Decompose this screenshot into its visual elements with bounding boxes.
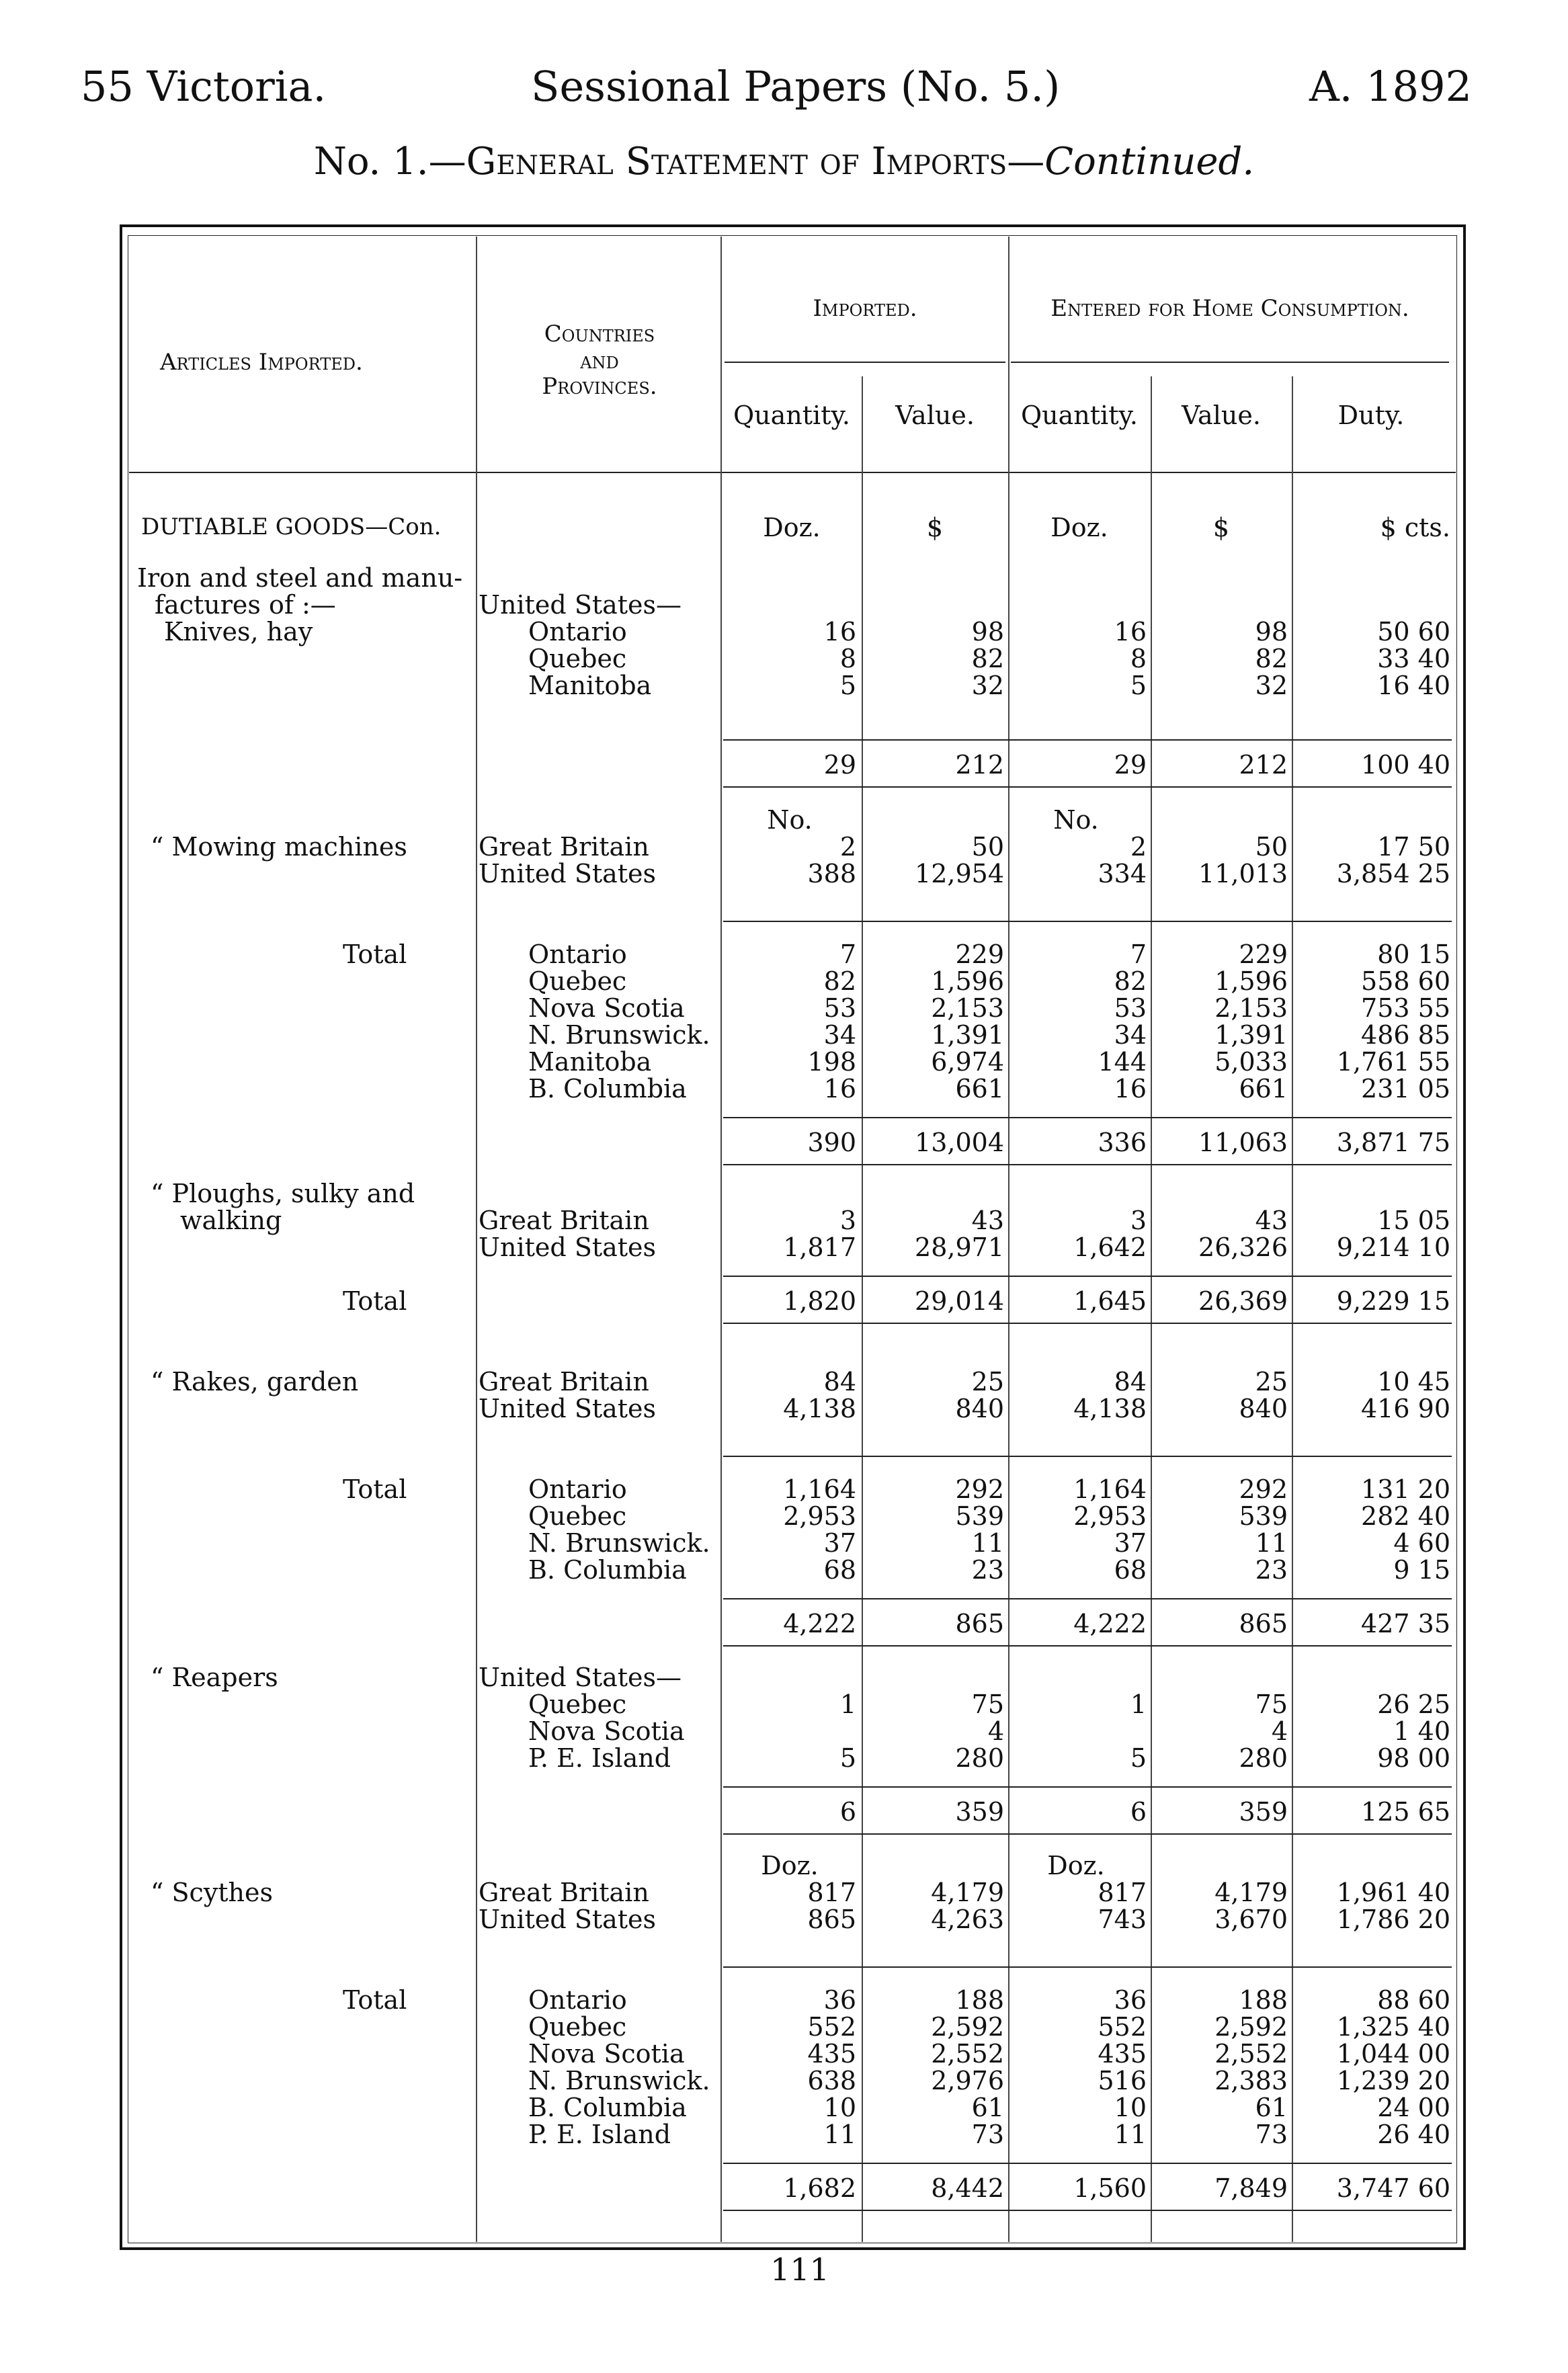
- s6-total-row-5-country: B. Columbia: [528, 2093, 687, 2122]
- s1-row-3-duty: 16 40: [1377, 671, 1450, 700]
- s4-total-row-3-quantity-entered: 37: [1114, 1528, 1147, 1558]
- section-dutiable-goods: DUTIABLE GOODS—Con.: [141, 513, 442, 540]
- s1-row-2-quantity: 8: [839, 644, 856, 673]
- s3-row-1-quantity: 3: [839, 1206, 856, 1235]
- s3-total-label: Total: [343, 1286, 407, 1316]
- s2-total-row-2-value-entered: 1,596: [1214, 966, 1288, 996]
- s2-total-row-1-duty: 80 15: [1377, 940, 1450, 969]
- s5-row-3-quantity-entered: 5: [1130, 1743, 1147, 1773]
- s1-total-quantity: 29: [823, 750, 856, 780]
- s1-row-2-duty: 33 40: [1377, 644, 1450, 673]
- s3-rule-below-total: [723, 1323, 1452, 1324]
- header-quantity-imported: Quantity.: [733, 401, 850, 430]
- s2-total-row-6-quantity: 16: [823, 1074, 856, 1104]
- s1-article-line-2: factures of :—: [155, 590, 336, 620]
- s6-total-row-3-quantity-entered: 435: [1098, 2039, 1147, 2069]
- s2-total-value-entered: 11,063: [1198, 1128, 1288, 1157]
- s4-total-row-3-value-entered: 11: [1255, 1528, 1288, 1558]
- s6-total-row-2-duty: 1,325 40: [1336, 2012, 1450, 2042]
- s2-total-row-6-duty: 231 05: [1361, 1074, 1450, 1104]
- s2-total-row-3-quantity: 53: [823, 993, 856, 1023]
- s4-total-row-2-value: 539: [955, 1501, 1004, 1531]
- rule-duty-left: [1292, 376, 1293, 2242]
- page-number: 111: [770, 2251, 829, 2288]
- s4-total-row-3-quantity: 37: [823, 1528, 856, 1558]
- s6-total-row-2-value: 2,592: [931, 2012, 1004, 2042]
- s3-article-line-1: “ Ploughs, sulky and: [151, 1179, 415, 1208]
- s6-rule-above-total: [723, 2163, 1452, 2164]
- s6-article-line-1: “ Scythes: [151, 1878, 274, 1907]
- s3-row-2-value-entered: 26,326: [1198, 1233, 1288, 1262]
- s6-total-row-1-quantity: 36: [823, 1985, 856, 2015]
- s5-rule-below-total: [723, 1833, 1452, 1835]
- s3-total-quantity-entered: 1,645: [1073, 1286, 1147, 1316]
- s2-article-line-1: “ Mowing machines: [151, 832, 407, 862]
- s6-total-value: 8,442: [931, 2173, 1004, 2203]
- s2-total-row-3-value: 2,153: [931, 993, 1004, 1023]
- s5-total-quantity: 6: [839, 1797, 856, 1827]
- s2-row-1-value-entered: 50: [1255, 832, 1288, 862]
- s1-row-1-country: Ontario: [528, 617, 627, 647]
- s2-total-row-6-country: B. Columbia: [528, 1074, 687, 1104]
- s6-total-duty: 3,747 60: [1336, 2173, 1450, 2203]
- s2-total-row-4-country: N. Brunswick.: [528, 1020, 710, 1050]
- s4-total-row-1-country: Ontario: [528, 1474, 627, 1504]
- s4-total-row-4-quantity-entered: 68: [1114, 1555, 1147, 1585]
- s4-article-line-1: “ Rakes, garden: [151, 1367, 359, 1397]
- s6-total-row-6-country: P. E. Island: [528, 2120, 671, 2149]
- unit-quantity-imported: Doz.: [763, 513, 821, 542]
- s6-total-row-2-value-entered: 2,592: [1214, 2012, 1288, 2042]
- s1-article-line-1: Iron and steel and manu-: [137, 563, 463, 593]
- s2-row-1-quantity-entered: 2: [1130, 832, 1147, 862]
- s3-row-2-duty: 9,214 10: [1336, 1233, 1450, 1262]
- s6-total-row-2-country: Quebec: [528, 2012, 627, 2042]
- s5-row-1-value-entered: 75: [1255, 1690, 1288, 1719]
- s2-total-row-6-value-entered: 661: [1239, 1074, 1288, 1104]
- s6-unit-label-imported: Doz.: [761, 1851, 819, 1880]
- s2-total-quantity: 390: [807, 1128, 856, 1157]
- s4-row-1-quantity-entered: 84: [1114, 1367, 1147, 1397]
- s1-country-header: United States—: [479, 590, 682, 620]
- s2-row-2-quantity-entered: 334: [1098, 859, 1147, 888]
- header-entered-home-consumption: Entered for Home Consumption.: [1050, 295, 1409, 322]
- s4-total-duty: 427 35: [1361, 1609, 1450, 1638]
- s4-row-2-duty: 416 90: [1361, 1394, 1450, 1423]
- s2-row-2-quantity: 388: [807, 859, 856, 888]
- s6-total-row-5-quantity: 10: [823, 2093, 856, 2122]
- s1-row-2-quantity-entered: 8: [1130, 644, 1147, 673]
- s6-total-row-6-quantity-entered: 11: [1114, 2120, 1147, 2149]
- s4-row-1-value-entered: 25: [1255, 1367, 1288, 1397]
- s1-row-3-value: 32: [971, 671, 1004, 700]
- s4-total-row-3-value: 11: [971, 1528, 1004, 1558]
- s2-total-label: Total: [343, 940, 407, 969]
- running-header-right: A. 1892: [1309, 62, 1472, 111]
- running-header-left: 55 Victoria.: [81, 62, 327, 111]
- s4-row-2-quantity: 4,138: [783, 1394, 856, 1423]
- s3-total-value: 29,014: [915, 1286, 1004, 1316]
- header-value-imported: Value.: [895, 401, 975, 430]
- s3-row-2-quantity-entered: 1,642: [1073, 1233, 1147, 1262]
- s1-row-1-value: 98: [971, 617, 1004, 647]
- s2-unit-label-entered: No.: [1053, 805, 1099, 835]
- s2-total-row-5-value: 6,974: [931, 1047, 1004, 1077]
- s5-row-1-quantity: 1: [839, 1690, 856, 1719]
- s2-total-row-2-quantity-entered: 82: [1114, 966, 1147, 996]
- s6-unit-label-entered: Doz.: [1047, 1851, 1105, 1880]
- s6-total-row-3-country: Nova Scotia: [528, 2039, 685, 2069]
- header-divider-imported: [725, 362, 1005, 363]
- s6-total-row-3-quantity: 435: [807, 2039, 856, 2069]
- s1-row-3-value-entered: 32: [1255, 671, 1288, 700]
- s2-total-row-3-value-entered: 2,153: [1214, 993, 1288, 1023]
- s6-total-row-5-value-entered: 61: [1255, 2093, 1288, 2122]
- s6-total-quantity: 1,682: [783, 2173, 856, 2203]
- s4-total-value-entered: 865: [1239, 1609, 1288, 1638]
- s3-row-1-value-entered: 43: [1255, 1206, 1288, 1235]
- s6-total-label: Total: [343, 1985, 407, 2015]
- s4-total-value: 865: [955, 1609, 1004, 1638]
- s6-total-row-4-country: N. Brunswick.: [528, 2066, 710, 2095]
- s6-total-row-4-duty: 1,239 20: [1336, 2066, 1450, 2095]
- s4-row-1-country: Great Britain: [479, 1367, 649, 1397]
- s4-row-2-value-entered: 840: [1239, 1394, 1288, 1423]
- s3-total-quantity: 1,820: [783, 1286, 856, 1316]
- s4-total-quantity: 4,222: [783, 1609, 856, 1638]
- s2-total-row-4-quantity: 34: [823, 1020, 856, 1050]
- s3-row-1-value: 43: [971, 1206, 1004, 1235]
- s6-total-row-6-value-entered: 73: [1255, 2120, 1288, 2149]
- s5-row-2-value-entered: 4: [1271, 1716, 1288, 1746]
- s5-total-value-entered: 359: [1239, 1797, 1288, 1827]
- s1-row-2-value-entered: 82: [1255, 644, 1288, 673]
- s4-total-row-2-value-entered: 539: [1239, 1501, 1288, 1531]
- s6-total-row-5-value: 61: [971, 2093, 1004, 2122]
- s2-rule-before-total: [723, 921, 1452, 922]
- rule-countries-left: [476, 237, 477, 2242]
- s6-row-1-quantity-entered: 817: [1098, 1878, 1147, 1907]
- s2-row-2-country: United States: [479, 859, 657, 888]
- s5-row-1-country: Quebec: [528, 1690, 627, 1719]
- s1-row-1-duty: 50 60: [1377, 617, 1450, 647]
- s1-row-3-quantity-entered: 5: [1130, 671, 1147, 700]
- s1-total-value: 212: [955, 750, 1004, 780]
- s4-total-row-1-quantity-entered: 1,164: [1073, 1474, 1147, 1504]
- s1-rule-above-total: [723, 739, 1452, 741]
- s6-total-row-4-value: 2,976: [931, 2066, 1004, 2095]
- unit-value-entered: $: [1212, 513, 1230, 542]
- s4-total-row-3-duty: 4 60: [1393, 1528, 1450, 1558]
- s6-rule-before-total: [723, 1966, 1452, 1968]
- s2-total-row-3-country: Nova Scotia: [528, 993, 685, 1023]
- s6-row-2-duty: 1,786 20: [1336, 1905, 1450, 1934]
- s1-row-2-value: 82: [971, 644, 1004, 673]
- s4-total-row-4-value: 23: [971, 1555, 1004, 1585]
- title-main: General Statement of Imports: [466, 140, 1007, 183]
- s2-total-value: 13,004: [915, 1128, 1004, 1157]
- s5-row-2-duty: 1 40: [1393, 1716, 1450, 1746]
- s6-total-row-5-quantity-entered: 10: [1114, 2093, 1147, 2122]
- s4-total-row-2-quantity-entered: 2,953: [1073, 1501, 1147, 1531]
- s6-total-row-3-duty: 1,044 00: [1336, 2039, 1450, 2069]
- s5-row-2-country: Nova Scotia: [528, 1716, 685, 1746]
- s1-row-3-quantity: 5: [839, 671, 856, 700]
- header-bottom-rule: [129, 472, 1456, 473]
- s6-total-row-5-duty: 24 00: [1377, 2093, 1450, 2122]
- s6-total-row-4-value-entered: 2,383: [1214, 2066, 1288, 2095]
- s6-total-row-3-value: 2,552: [931, 2039, 1004, 2069]
- s2-total-row-4-duty: 486 85: [1361, 1020, 1450, 1050]
- s5-row-3-value: 280: [955, 1743, 1004, 1773]
- s1-row-1-quantity: 16: [823, 617, 856, 647]
- rule-value2-left: [1151, 376, 1152, 2242]
- s2-total-row-4-value-entered: 1,391: [1214, 1020, 1288, 1050]
- rule-value-left: [862, 376, 863, 2242]
- s1-rule-below-total: [723, 786, 1452, 788]
- s5-country-header: United States—: [479, 1663, 682, 1692]
- s1-article-line-3: Knives, hay: [164, 617, 313, 647]
- s4-total-row-2-duty: 282 40: [1361, 1501, 1450, 1531]
- s5-row-3-quantity: 5: [839, 1743, 856, 1773]
- s3-total-value-entered: 26,369: [1198, 1286, 1288, 1316]
- s6-row-2-value: 4,263: [931, 1905, 1004, 1934]
- s3-article-line-2: walking: [180, 1206, 282, 1235]
- s2-row-1-duty: 17 50: [1377, 832, 1450, 862]
- s2-total-row-2-quantity: 82: [823, 966, 856, 996]
- s4-total-row-2-quantity: 2,953: [783, 1501, 856, 1531]
- s6-total-row-1-quantity-entered: 36: [1114, 1985, 1147, 2015]
- s6-row-1-duty: 1,961 40: [1336, 1878, 1450, 1907]
- s4-total-row-1-value-entered: 292: [1239, 1474, 1288, 1504]
- s6-total-row-1-duty: 88 60: [1377, 1985, 1450, 2015]
- unit-quantity-entered: Doz.: [1050, 513, 1108, 542]
- s2-total-row-6-value: 661: [955, 1074, 1004, 1104]
- s5-row-3-duty: 98 00: [1377, 1743, 1450, 1773]
- s2-rule-above-total: [723, 1117, 1452, 1118]
- s2-total-row-1-quantity: 7: [839, 940, 856, 969]
- header-provinces: Provinces.: [542, 373, 657, 400]
- s6-total-row-6-quantity: 11: [823, 2120, 856, 2149]
- s5-row-1-duty: 26 25: [1377, 1690, 1450, 1719]
- s4-total-row-4-duty: 9 15: [1393, 1555, 1450, 1585]
- s5-article-line-1: “ Reapers: [151, 1663, 278, 1692]
- s5-row-3-country: P. E. Island: [528, 1743, 671, 1773]
- s4-total-row-4-value-entered: 23: [1255, 1555, 1288, 1585]
- s6-row-1-value: 4,179: [931, 1878, 1004, 1907]
- s2-row-2-value: 12,954: [915, 859, 1004, 888]
- s6-row-1-value-entered: 4,179: [1214, 1878, 1288, 1907]
- s3-row-2-quantity: 1,817: [783, 1233, 856, 1262]
- s6-total-row-1-value-entered: 188: [1239, 1985, 1288, 2015]
- s6-total-row-4-quantity: 638: [807, 2066, 856, 2095]
- s3-total-duty: 9,229 15: [1336, 1286, 1450, 1316]
- s5-row-1-quantity-entered: 1: [1130, 1690, 1147, 1719]
- s6-total-row-6-value: 73: [971, 2120, 1004, 2149]
- s6-row-2-quantity-entered: 743: [1098, 1905, 1147, 1934]
- s6-row-1-quantity: 817: [807, 1878, 856, 1907]
- s2-total-row-5-country: Manitoba: [528, 1047, 652, 1077]
- s6-row-2-quantity: 865: [807, 1905, 856, 1934]
- s3-row-2-country: United States: [479, 1233, 657, 1262]
- s2-row-2-duty: 3,854 25: [1336, 859, 1450, 888]
- s4-rule-above-total: [723, 1598, 1452, 1599]
- unit-duty: $ cts.: [1380, 513, 1450, 542]
- header-countries: Countries: [544, 321, 655, 347]
- s4-row-2-country: United States: [479, 1394, 657, 1423]
- s3-rule-above-total: [723, 1276, 1452, 1277]
- s4-total-row-3-country: N. Brunswick.: [528, 1528, 710, 1558]
- s1-total-quantity-entered: 29: [1114, 750, 1147, 780]
- s5-total-duty: 125 65: [1361, 1797, 1450, 1827]
- s6-total-row-3-value-entered: 2,552: [1214, 2039, 1288, 2069]
- s2-total-row-1-value-entered: 229: [1239, 940, 1288, 969]
- s4-row-2-value: 840: [955, 1394, 1004, 1423]
- s6-total-row-2-quantity-entered: 552: [1098, 2012, 1147, 2042]
- header-articles-imported: Articles Imported.: [160, 349, 363, 376]
- s4-row-2-quantity-entered: 4,138: [1073, 1394, 1147, 1423]
- s2-total-row-3-quantity-entered: 53: [1114, 993, 1147, 1023]
- s4-total-label: Total: [343, 1474, 407, 1504]
- s6-rule-below-total: [723, 2210, 1452, 2211]
- s4-total-quantity-entered: 4,222: [1073, 1609, 1147, 1638]
- statement-title: [0, 140, 1568, 183]
- s6-row-1-country: Great Britain: [479, 1878, 649, 1907]
- s6-total-row-1-value: 188: [955, 1985, 1004, 2015]
- s6-row-2-value-entered: 3,670: [1214, 1905, 1288, 1934]
- unit-value-imported: $: [926, 513, 944, 542]
- s5-total-quantity-entered: 6: [1130, 1797, 1147, 1827]
- s4-total-row-1-value: 292: [955, 1474, 1004, 1504]
- header-countries-and: and: [580, 347, 619, 374]
- s2-rule-below-total: [723, 1164, 1452, 1165]
- s2-total-row-4-value: 1,391: [931, 1020, 1004, 1050]
- s2-total-row-6-quantity-entered: 16: [1114, 1074, 1147, 1104]
- s2-total-row-4-quantity-entered: 34: [1114, 1020, 1147, 1050]
- s3-row-1-country: Great Britain: [479, 1206, 649, 1235]
- s3-row-1-quantity-entered: 3: [1130, 1206, 1147, 1235]
- s6-total-row-4-quantity-entered: 516: [1098, 2066, 1147, 2095]
- s1-row-1-quantity-entered: 16: [1114, 617, 1147, 647]
- s4-row-1-duty: 10 45: [1377, 1367, 1450, 1397]
- s5-row-3-value-entered: 280: [1239, 1743, 1288, 1773]
- s2-total-duty: 3,871 75: [1336, 1128, 1450, 1157]
- s2-total-row-5-value-entered: 5,033: [1214, 1047, 1288, 1077]
- s4-rule-before-total: [723, 1456, 1452, 1457]
- header-value-entered: Value.: [1182, 401, 1261, 430]
- s6-total-value-entered: 7,849: [1214, 2173, 1288, 2203]
- s4-total-row-4-quantity: 68: [823, 1555, 856, 1585]
- s5-row-1-value: 75: [971, 1690, 1004, 1719]
- s2-row-2-value-entered: 11,013: [1198, 859, 1288, 888]
- s3-row-2-value: 28,971: [915, 1233, 1004, 1262]
- s4-rule-below-total: [723, 1645, 1452, 1647]
- s2-total-row-2-value: 1,596: [931, 966, 1004, 996]
- s2-total-row-3-duty: 753 55: [1361, 993, 1450, 1023]
- title-suffix: Continued.: [1044, 140, 1255, 183]
- s2-total-row-2-duty: 558 60: [1361, 966, 1450, 996]
- s2-unit-label-imported: No.: [767, 805, 813, 835]
- running-header-center: Sessional Papers (No. 5.): [531, 62, 1061, 111]
- header-imported: Imported.: [813, 295, 917, 322]
- s3-row-1-duty: 15 05: [1377, 1206, 1450, 1235]
- s2-row-1-country: Great Britain: [479, 832, 649, 862]
- s2-total-quantity-entered: 336: [1098, 1128, 1147, 1157]
- s2-total-row-1-quantity-entered: 7: [1130, 940, 1147, 969]
- s5-rule-above-total: [723, 1786, 1452, 1788]
- s4-row-1-quantity: 84: [823, 1367, 856, 1397]
- s6-total-row-2-quantity: 552: [807, 2012, 856, 2042]
- s1-row-3-country: Manitoba: [528, 671, 652, 700]
- s2-total-row-1-country: Ontario: [528, 940, 627, 969]
- s2-total-row-5-quantity: 198: [807, 1047, 856, 1077]
- s2-row-1-quantity: 2: [839, 832, 856, 862]
- s6-total-row-6-duty: 26 40: [1377, 2120, 1450, 2149]
- s2-total-row-1-value: 229: [955, 940, 1004, 969]
- s1-total-value-entered: 212: [1239, 750, 1288, 780]
- title-prefix: No. 1.—: [313, 140, 466, 183]
- header-quantity-entered: Quantity.: [1021, 401, 1138, 430]
- s2-total-row-2-country: Quebec: [528, 966, 627, 996]
- title-dash: —: [1007, 140, 1045, 183]
- s6-total-quantity-entered: 1,560: [1073, 2173, 1147, 2203]
- s2-total-row-5-duty: 1,761 55: [1336, 1047, 1450, 1077]
- s4-total-row-4-country: B. Columbia: [528, 1555, 687, 1585]
- s4-total-row-2-country: Quebec: [528, 1501, 627, 1531]
- s1-total-duty: 100 40: [1361, 750, 1450, 780]
- s4-total-row-1-duty: 131 20: [1361, 1474, 1450, 1504]
- s1-row-2-country: Quebec: [528, 644, 627, 673]
- s5-total-value: 359: [955, 1797, 1004, 1827]
- s1-row-1-value-entered: 98: [1255, 617, 1288, 647]
- s2-total-row-5-quantity-entered: 144: [1098, 1047, 1147, 1077]
- header-divider-entered: [1011, 362, 1449, 363]
- s6-total-row-1-country: Ontario: [528, 1985, 627, 2015]
- header-duty: Duty.: [1337, 401, 1405, 430]
- s6-row-2-country: United States: [479, 1905, 657, 1934]
- s4-row-1-value: 25: [971, 1367, 1004, 1397]
- s5-row-2-value: 4: [987, 1716, 1004, 1746]
- s2-row-1-value: 50: [971, 832, 1004, 862]
- s4-total-row-1-quantity: 1,164: [783, 1474, 856, 1504]
